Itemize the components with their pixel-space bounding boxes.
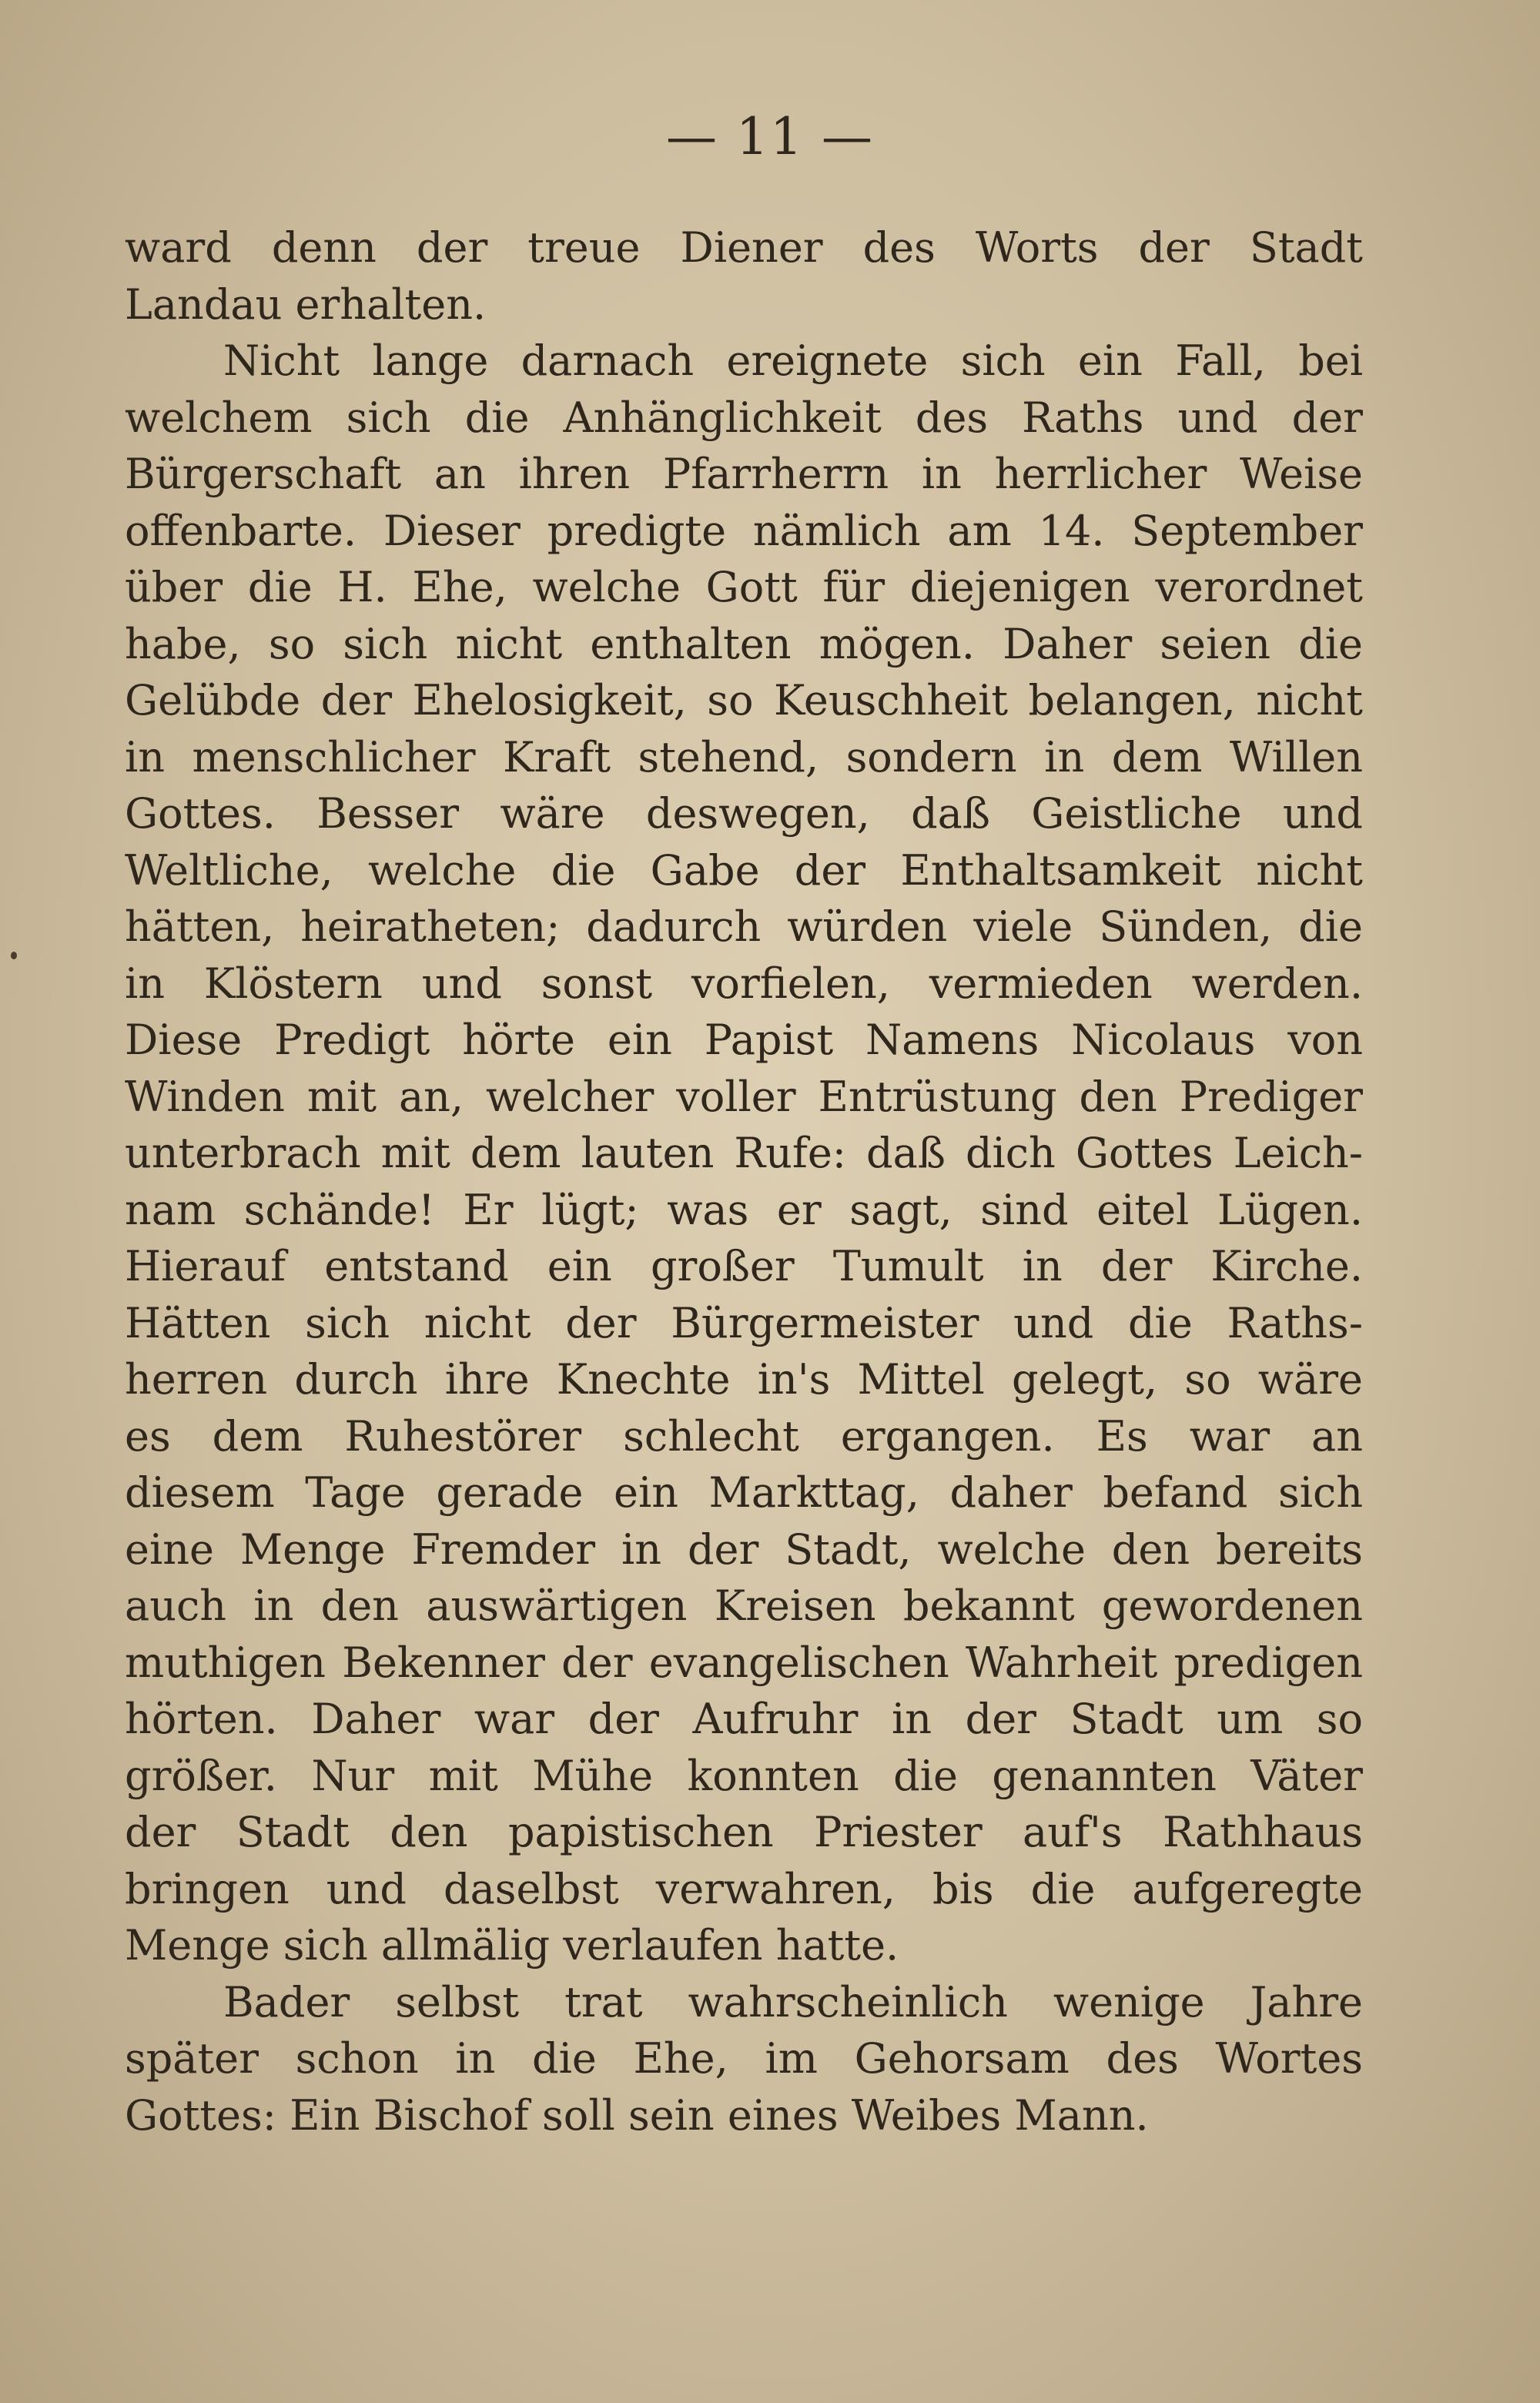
text-line: diesem Tage gerade ein Markttag, daher befand sich — [125, 1468, 1363, 1517]
text-line: auch in den auswärtigen Kreisen bekannt gewordenen — [125, 1581, 1363, 1630]
text-line: in Klöstern und sonst vorfielen, vermieden werden. — [125, 959, 1363, 1008]
text-line: offenbarte. Dieser predigte nämlich am 14. September — [125, 506, 1363, 555]
text-line: muthigen Bekenner der evangelischen Wahrheit predigen — [125, 1638, 1363, 1687]
body-text — [125, 219, 1363, 2144]
text-line: herren durch ihre Knechte in's Mittel gelegt, so wäre — [125, 1355, 1363, 1404]
text-line: welchem sich die Anhänglichkeit des Raths und der — [125, 393, 1363, 442]
text-line: Bürgerschaft an ihren Pfarrherrn in herrlicher Weise — [125, 450, 1363, 498]
text-line: hätten, heiratheten; dadurch würden viele Sünden, die — [125, 902, 1363, 951]
text-line: unterbrach mit dem lauten Rufe: daß dich Gottes Leich- — [125, 1129, 1363, 1177]
text-line: in menschlicher Kraft stehend, sondern in dem Willen — [125, 732, 1363, 781]
text-line: habe, so sich nicht enthalten mögen. Daher seien die — [125, 619, 1363, 668]
page-number: — 11 — — [666, 107, 874, 166]
text-line: Nicht lange darnach ereignete sich ein Fall, bei — [223, 336, 1363, 385]
text-line: Gelübde der Ehelosigkeit, so Keuschheit belangen, nicht — [125, 676, 1363, 725]
text-line: Gottes: Ein Bischof soll sein eines Weibes Mann. — [125, 2090, 1149, 2140]
text-line: größer. Nur mit Mühe konnten die genannten Väter — [125, 1751, 1363, 1800]
text-line: eine Menge Fremder in der Stadt, welche den bereits — [125, 1524, 1363, 1574]
text-line: ward denn der treue Diener des Worts der Stadt — [125, 223, 1363, 272]
text-line: Hierauf entstand ein großer Tumult in der Kirche. — [125, 1242, 1363, 1290]
text-line: Hätten sich nicht der Bürgermeister und die Raths- — [125, 1298, 1363, 1347]
text-line: nam schände! Er lügt; was er sagt, sind eitel Lügen. — [125, 1185, 1363, 1234]
text-line: später schon in die Ehe, im Gehorsam des Wortes — [125, 2034, 1363, 2083]
text-line: Gottes. Besser wäre deswegen, daß Geistliche und — [125, 789, 1363, 838]
text-line: Weltliche, welche die Gabe der Enthaltsamkeit nicht — [125, 845, 1363, 895]
text-line: Landau erhalten. — [125, 279, 487, 329]
text-line: Winden mit an, welcher voller Entrüstung den Prediger — [125, 1072, 1363, 1121]
text-line: über die H. Ehe, welche Gott für diejenigen verordnet — [125, 563, 1363, 611]
text-line: Menge sich allmälig verlaufen hatte. — [125, 1921, 899, 1970]
text-line: bringen und daselbst verwahren, bis die aufgeregte — [125, 1864, 1363, 1913]
text-line: es dem Ruhestörer schlecht ergangen. Es war an — [125, 1411, 1363, 1461]
text-line: Bader selbst trat wahrscheinlich wenige Jahre — [223, 1977, 1363, 2026]
text-line: Diese Predigt hörte ein Papist Namens Nicolaus von — [125, 1016, 1363, 1064]
ink-speck — [11, 952, 17, 959]
text-line: der Stadt den papistischen Priester auf's Rathhaus — [125, 1808, 1363, 1856]
text-line: hörten. Daher war der Aufruhr in der Stadt um so — [125, 1695, 1363, 1743]
